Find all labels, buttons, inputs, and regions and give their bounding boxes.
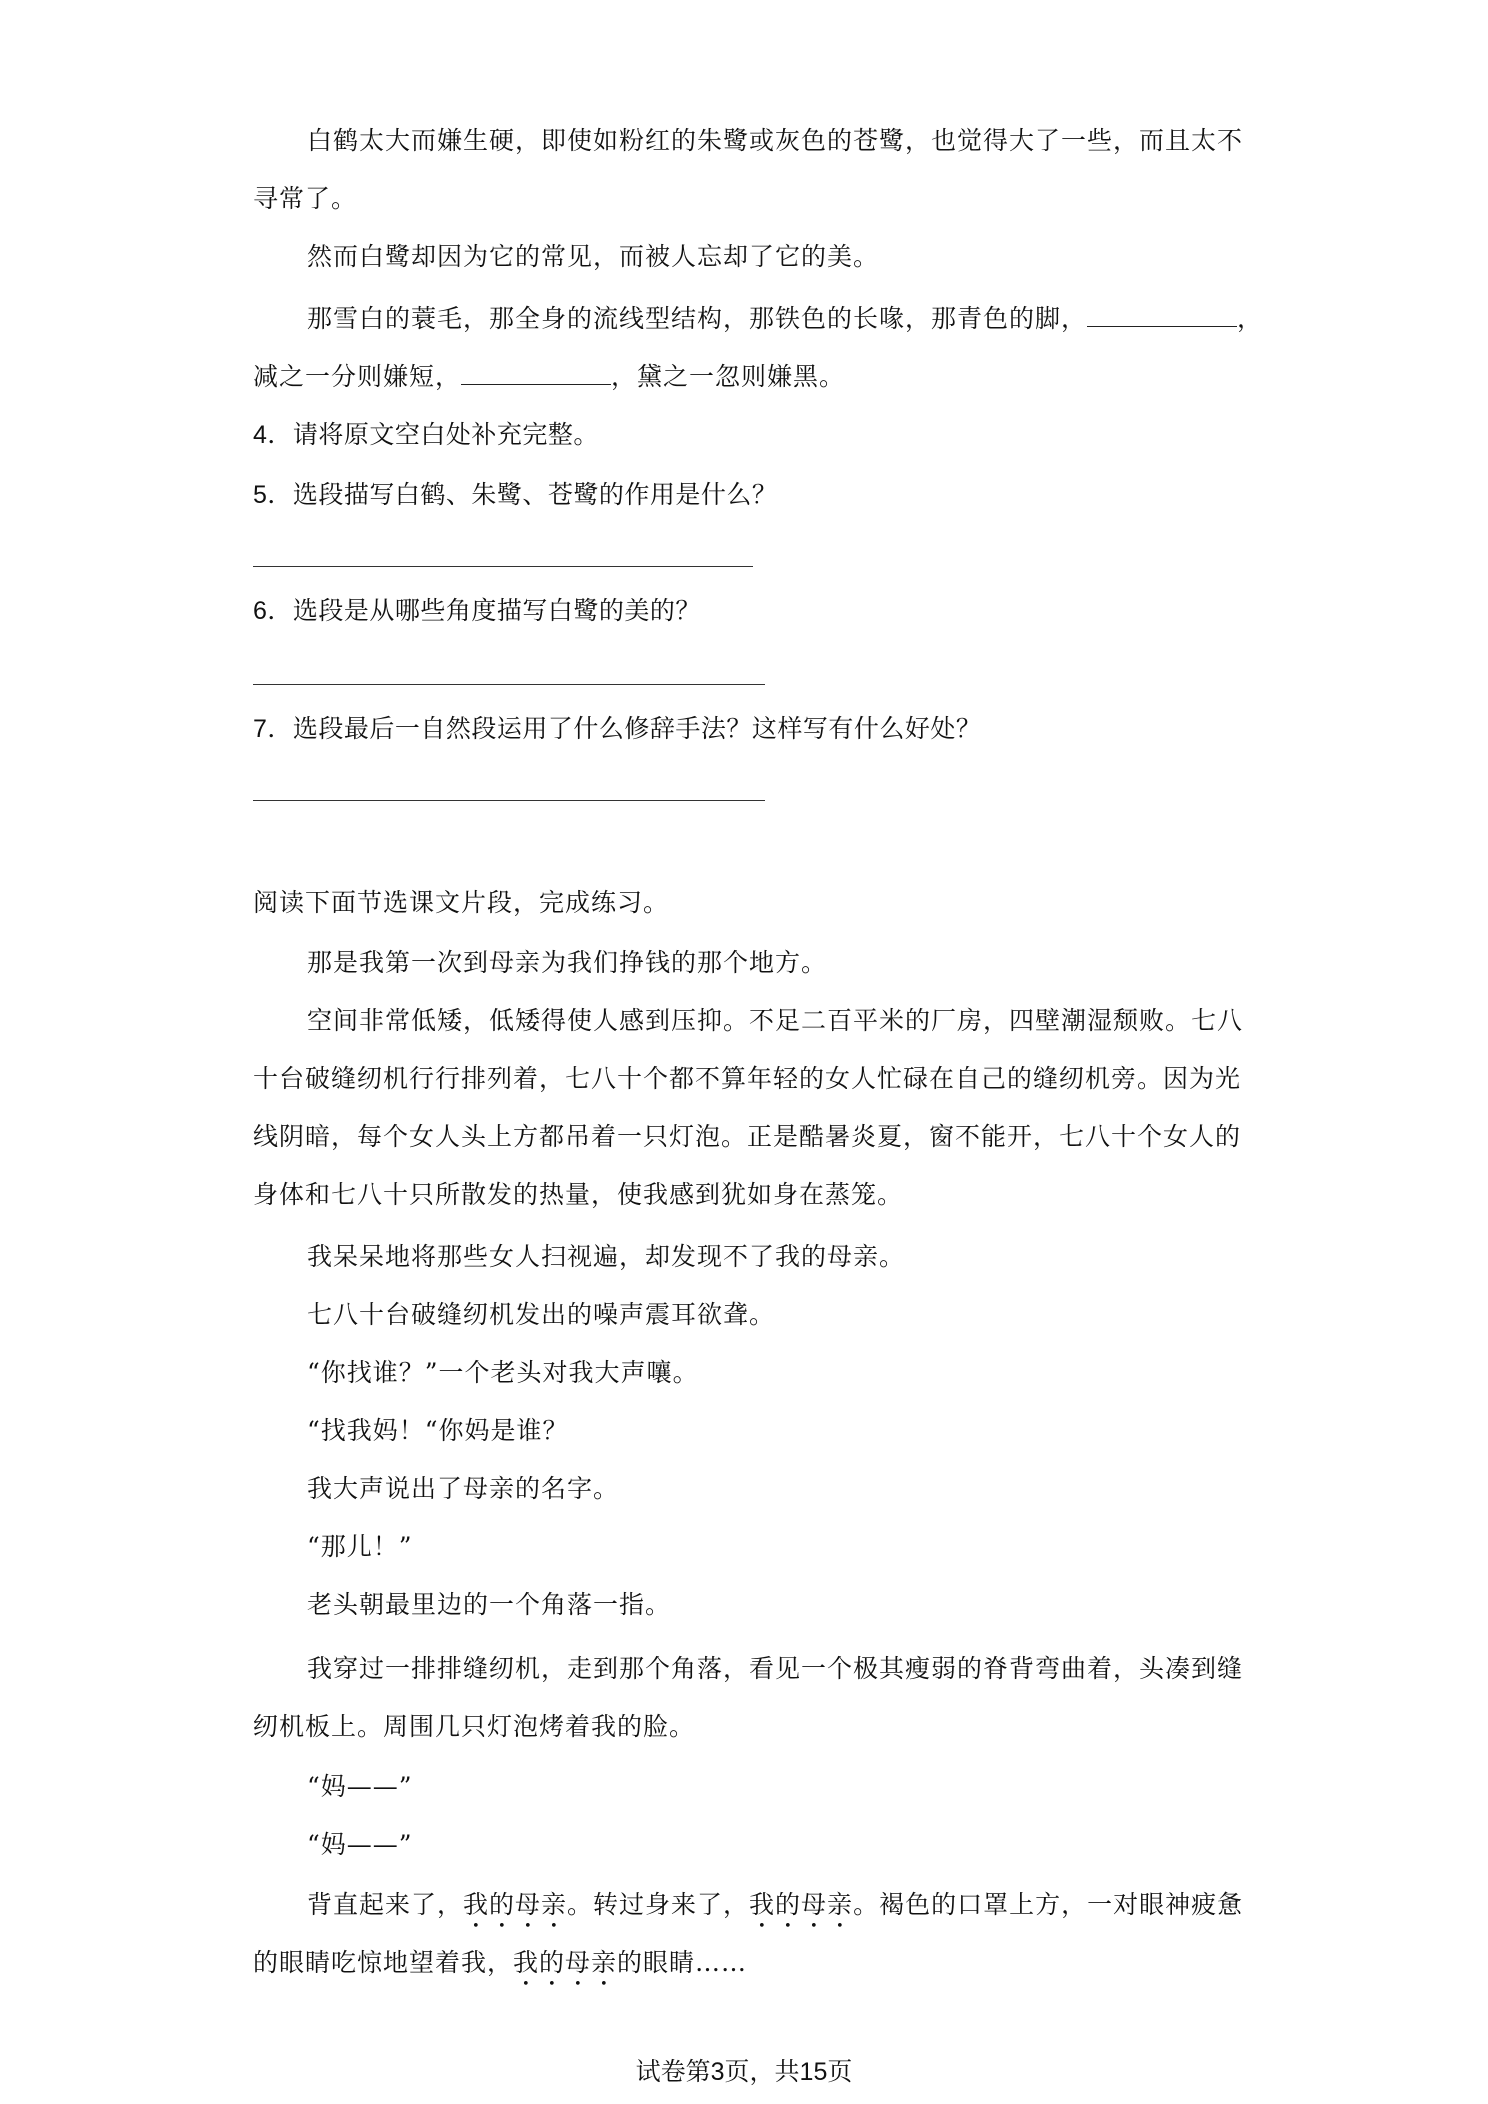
question-5: 5．选段描写白鹤、朱鹭、苍鹭的作用是什么？ — [253, 481, 778, 509]
page-footer: 试卷第3页，共15页 — [635, 2058, 853, 2086]
passage-line: “妈——” — [307, 1830, 413, 1859]
passage-line: 老头朝最里边的一个角落一指。 — [307, 1590, 672, 1619]
passage-line: 我大声说出了母亲的名字。 — [307, 1474, 620, 1503]
passage-line: 线阴暗，每个女人头上方都吊着一只灯泡。正是酷暑炎夏，窗不能开，七八十个女人的 — [253, 1122, 1242, 1151]
emphasis-text: 我的母亲 — [513, 1948, 618, 1977]
answer-line-6[interactable] — [253, 684, 765, 685]
passage-line-emphasis: 的眼睛吃惊地望着我，我的母亲的眼睛…… — [253, 1948, 748, 1977]
passage-line: 寻常了。 — [253, 184, 358, 213]
passage-line: “妈——” — [307, 1772, 413, 1801]
answer-line-7[interactable] — [253, 800, 765, 801]
passage-line: 我呆呆地将那些女人扫视遍，却发现不了我的母亲。 — [307, 1242, 906, 1271]
question-4: 4．请将原文空白处补充完整。 — [253, 421, 599, 449]
reading-instruction: 阅读下面节选课文片段，完成练习。 — [253, 888, 670, 917]
passage-line-with-blank: 那雪白的蓑毛，那全身的流线型结构，那铁色的长喙，那青色的脚， ， — [307, 304, 1264, 333]
emphasis-text: 我的母亲 — [749, 1890, 854, 1919]
passage-line: 我穿过一排排缝纫机，走到那个角落，看见一个极其瘦弱的脊背弯曲着，头凑到缝 — [307, 1654, 1244, 1683]
passage-line: “你找谁？”一个老头对我大声嚷。 — [307, 1358, 699, 1387]
passage-line: “找我妈！“你妈是谁？ — [307, 1416, 569, 1445]
passage-line: 那是我第一次到母亲为我们挣钱的那个地方。 — [307, 948, 828, 977]
passage-line: 空间非常低矮，低矮得使人感到压抑。不足二百平米的厂房，四壁潮湿颓败。七八 — [307, 1006, 1244, 1035]
passage-line: “那儿！” — [307, 1532, 413, 1561]
fill-blank-2[interactable] — [461, 364, 611, 385]
question-6: 6．选段是从哪些角度描写白鹭的美的？ — [253, 597, 701, 625]
question-7: 7．选段最后一自然段运用了什么修辞手法？这样写有什么好处？ — [253, 715, 982, 743]
emphasis-text: 我的母亲 — [463, 1890, 568, 1919]
fill-blank-1[interactable] — [1087, 306, 1237, 327]
passage-line-with-blank: 减之一分则嫌短， ，黛之一忽则嫌黑。 — [253, 362, 846, 391]
passage-line: 七八十台破缝纫机发出的噪声震耳欲聋。 — [307, 1300, 776, 1329]
answer-line-5[interactable] — [253, 566, 753, 567]
passage-line: 白鹤太大而嫌生硬，即使如粉红的朱鹭或灰色的苍鹭，也觉得大了一些，而且太不 — [307, 126, 1244, 155]
passage-line: 身体和七八十只所散发的热量，使我感到犹如身在蒸笼。 — [253, 1180, 904, 1209]
passage-line: 十台破缝纫机行行排列着，七八十个都不算年轻的女人忙碌在自己的缝纫机旁。因为光 — [253, 1064, 1242, 1093]
passage-line-emphasis: 背直起来了，我的母亲。转过身来了，我的母亲。褐色的口罩上方，一对眼神疲惫 — [307, 1890, 1244, 1919]
passage-line: 然而白鹭却因为它的常见，而被人忘却了它的美。 — [307, 242, 880, 271]
passage-line: 纫机板上。周围几只灯泡烤着我的脸。 — [253, 1712, 696, 1741]
